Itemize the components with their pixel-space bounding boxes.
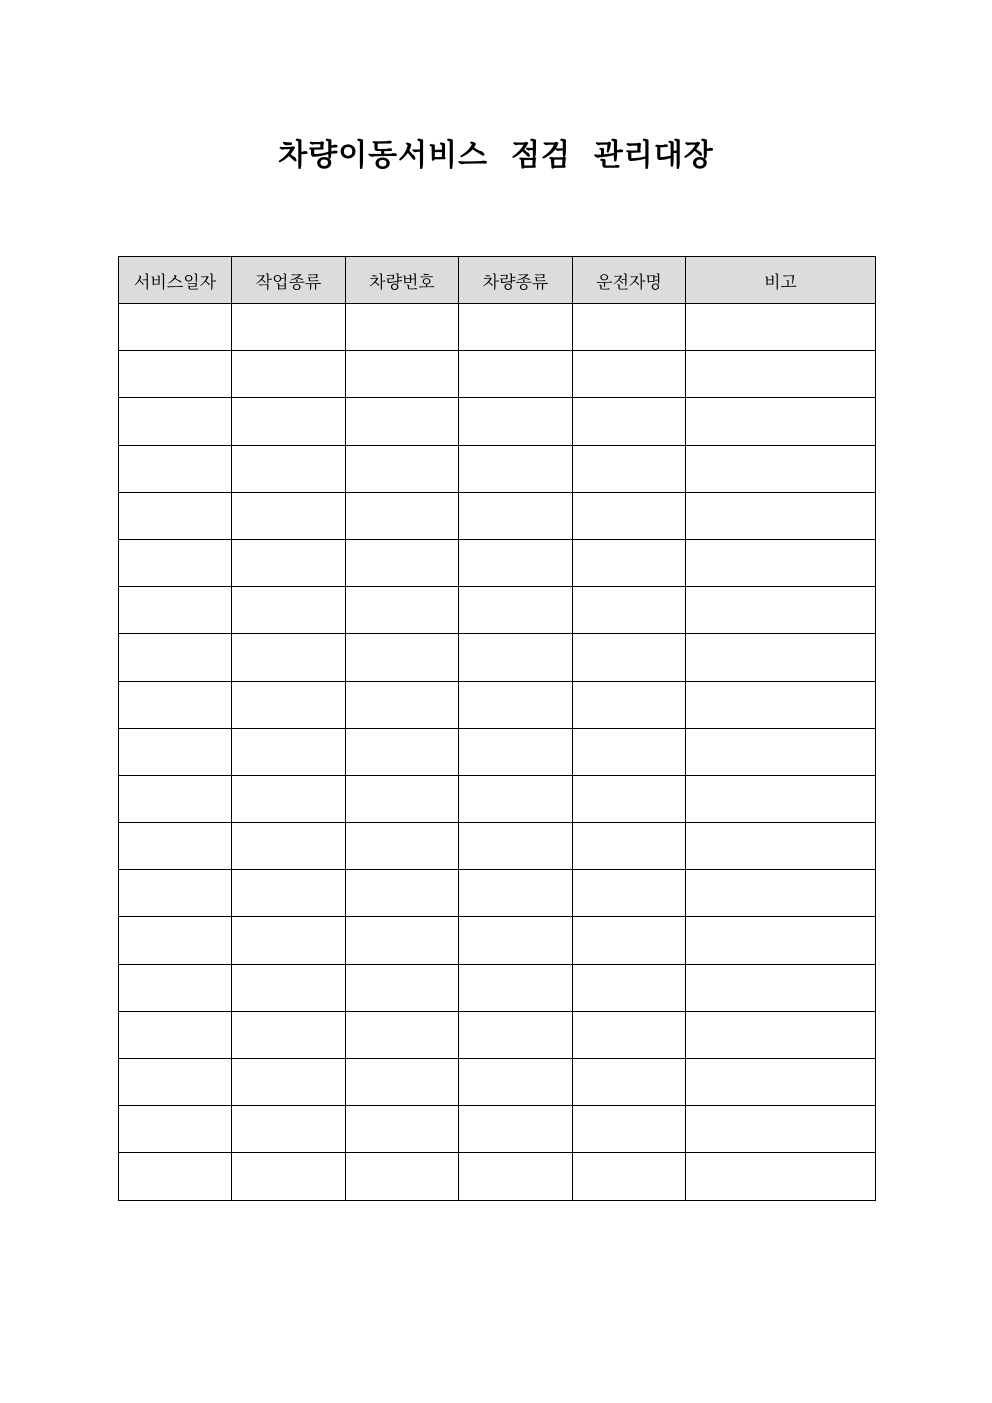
table-row: [119, 1011, 876, 1058]
cell-work-type[interactable]: [232, 681, 346, 728]
cell-driver-name[interactable]: [573, 1106, 686, 1153]
cell-vehicle-type[interactable]: [459, 823, 573, 870]
col-header-work-type: 작업종류: [232, 257, 346, 304]
cell-vehicle-number[interactable]: [346, 1106, 459, 1153]
cell-vehicle-number[interactable]: [346, 587, 459, 634]
cell-remarks[interactable]: [686, 1153, 876, 1200]
cell-service-date[interactable]: [119, 681, 232, 728]
cell-remarks[interactable]: [686, 304, 876, 351]
cell-vehicle-type[interactable]: [459, 587, 573, 634]
cell-driver-name[interactable]: [573, 445, 686, 492]
cell-service-date[interactable]: [119, 964, 232, 1011]
cell-vehicle-number[interactable]: [346, 398, 459, 445]
cell-service-date[interactable]: [119, 398, 232, 445]
cell-work-type[interactable]: [232, 917, 346, 964]
cell-remarks[interactable]: [686, 1011, 876, 1058]
table-row: [119, 917, 876, 964]
cell-driver-name[interactable]: [573, 1153, 686, 1200]
cell-vehicle-number[interactable]: [346, 304, 459, 351]
cell-vehicle-type[interactable]: [459, 1153, 573, 1200]
cell-vehicle-type[interactable]: [459, 964, 573, 1011]
cell-driver-name[interactable]: [573, 539, 686, 586]
cell-driver-name[interactable]: [573, 964, 686, 1011]
col-header-driver-name: 운전자명: [573, 257, 686, 304]
cell-remarks[interactable]: [686, 587, 876, 634]
cell-work-type[interactable]: [232, 445, 346, 492]
cell-driver-name[interactable]: [573, 775, 686, 822]
cell-work-type[interactable]: [232, 1153, 346, 1200]
cell-vehicle-type[interactable]: [459, 728, 573, 775]
table-row: [119, 1153, 876, 1200]
col-header-remarks: 비고: [686, 257, 876, 304]
cell-work-type[interactable]: [232, 492, 346, 539]
cell-vehicle-type[interactable]: [459, 492, 573, 539]
cell-vehicle-type[interactable]: [459, 681, 573, 728]
cell-service-date[interactable]: [119, 775, 232, 822]
cell-remarks[interactable]: [686, 775, 876, 822]
cell-vehicle-type[interactable]: [459, 634, 573, 681]
col-header-service-date: 서비스일자: [119, 257, 232, 304]
cell-work-type[interactable]: [232, 1011, 346, 1058]
table-row: [119, 539, 876, 586]
cell-service-date[interactable]: [119, 492, 232, 539]
cell-work-type[interactable]: [232, 1106, 346, 1153]
cell-vehicle-number[interactable]: [346, 775, 459, 822]
cell-remarks[interactable]: [686, 351, 876, 398]
cell-remarks[interactable]: [686, 398, 876, 445]
cell-remarks[interactable]: [686, 1106, 876, 1153]
cell-vehicle-number[interactable]: [346, 1059, 459, 1106]
cell-service-date[interactable]: [119, 304, 232, 351]
cell-vehicle-type[interactable]: [459, 775, 573, 822]
cell-driver-name[interactable]: [573, 634, 686, 681]
cell-work-type[interactable]: [232, 728, 346, 775]
cell-driver-name[interactable]: [573, 398, 686, 445]
cell-vehicle-type[interactable]: [459, 351, 573, 398]
table-row: [119, 1106, 876, 1153]
cell-work-type[interactable]: [232, 398, 346, 445]
cell-driver-name[interactable]: [573, 917, 686, 964]
cell-service-date[interactable]: [119, 917, 232, 964]
cell-driver-name[interactable]: [573, 304, 686, 351]
header-row: [119, 257, 876, 304]
cell-vehicle-number[interactable]: [346, 492, 459, 539]
cell-driver-name[interactable]: [573, 1011, 686, 1058]
cell-driver-name[interactable]: [573, 681, 686, 728]
cell-work-type[interactable]: [232, 587, 346, 634]
cell-vehicle-type[interactable]: [459, 398, 573, 445]
cell-vehicle-type[interactable]: [459, 539, 573, 586]
cell-service-date[interactable]: [119, 351, 232, 398]
cell-remarks[interactable]: [686, 964, 876, 1011]
cell-work-type[interactable]: [232, 304, 346, 351]
table-row: [119, 351, 876, 398]
cell-remarks[interactable]: [686, 870, 876, 917]
cell-service-date[interactable]: [119, 1106, 232, 1153]
table-row: [119, 681, 876, 728]
table-row: [119, 870, 876, 917]
cell-work-type[interactable]: [232, 964, 346, 1011]
cell-service-date[interactable]: [119, 728, 232, 775]
table-row: [119, 775, 876, 822]
cell-work-type[interactable]: [232, 351, 346, 398]
cell-driver-name[interactable]: [573, 728, 686, 775]
cell-work-type[interactable]: [232, 1059, 346, 1106]
cell-work-type[interactable]: [232, 634, 346, 681]
table-row: [119, 634, 876, 681]
cell-service-date[interactable]: [119, 445, 232, 492]
cell-service-date[interactable]: [119, 1011, 232, 1058]
table-row: [119, 445, 876, 492]
cell-vehicle-number[interactable]: [346, 1153, 459, 1200]
cell-service-date[interactable]: [119, 823, 232, 870]
cell-remarks[interactable]: [686, 539, 876, 586]
col-header-vehicle-number: 차량번호: [346, 257, 459, 304]
cell-vehicle-type[interactable]: [459, 304, 573, 351]
cell-remarks[interactable]: [686, 728, 876, 775]
cell-driver-name[interactable]: [573, 492, 686, 539]
cell-vehicle-number[interactable]: [346, 539, 459, 586]
cell-remarks[interactable]: [686, 445, 876, 492]
cell-vehicle-type[interactable]: [459, 445, 573, 492]
table-row: [119, 823, 876, 870]
cell-service-date[interactable]: [119, 539, 232, 586]
cell-driver-name[interactable]: [573, 1059, 686, 1106]
cell-vehicle-number[interactable]: [346, 634, 459, 681]
cell-vehicle-number[interactable]: [346, 964, 459, 1011]
table-row: [119, 728, 876, 775]
cell-vehicle-number[interactable]: [346, 728, 459, 775]
cell-service-date[interactable]: [119, 587, 232, 634]
cell-driver-name[interactable]: [573, 351, 686, 398]
cell-service-date[interactable]: [119, 634, 232, 681]
ledger-body: [119, 304, 876, 1201]
cell-vehicle-number[interactable]: [346, 823, 459, 870]
cell-work-type[interactable]: [232, 870, 346, 917]
cell-vehicle-number[interactable]: [346, 1011, 459, 1058]
col-header-vehicle-type: 차량종류: [459, 257, 573, 304]
cell-driver-name[interactable]: [573, 823, 686, 870]
table-row: [119, 587, 876, 634]
table-row: [119, 492, 876, 539]
cell-remarks[interactable]: [686, 634, 876, 681]
cell-service-date[interactable]: [119, 1059, 232, 1106]
cell-vehicle-number[interactable]: [346, 870, 459, 917]
document-title: 차량이동서비스 점검 관리대장: [278, 138, 714, 173]
ledger-table: [118, 256, 876, 1201]
cell-vehicle-type[interactable]: [459, 870, 573, 917]
cell-vehicle-number[interactable]: [346, 351, 459, 398]
cell-vehicle-type[interactable]: [459, 1059, 573, 1106]
cell-vehicle-number[interactable]: [346, 917, 459, 964]
table-row: [119, 1059, 876, 1106]
cell-work-type[interactable]: [232, 823, 346, 870]
cell-work-type[interactable]: [232, 539, 346, 586]
cell-remarks[interactable]: [686, 917, 876, 964]
cell-remarks[interactable]: [686, 492, 876, 539]
table-row: [119, 964, 876, 1011]
table-row: [119, 304, 876, 351]
cell-service-date[interactable]: [119, 870, 232, 917]
cell-remarks[interactable]: [686, 1059, 876, 1106]
cell-work-type[interactable]: [232, 775, 346, 822]
cell-driver-name[interactable]: [573, 587, 686, 634]
cell-vehicle-number[interactable]: [346, 445, 459, 492]
table-row: [119, 398, 876, 445]
cell-vehicle-type[interactable]: [459, 1106, 573, 1153]
cell-remarks[interactable]: [686, 823, 876, 870]
cell-vehicle-number[interactable]: [346, 681, 459, 728]
cell-service-date[interactable]: [119, 1153, 232, 1200]
cell-remarks[interactable]: [686, 681, 876, 728]
cell-vehicle-type[interactable]: [459, 917, 573, 964]
cell-vehicle-type[interactable]: [459, 1011, 573, 1058]
cell-driver-name[interactable]: [573, 870, 686, 917]
